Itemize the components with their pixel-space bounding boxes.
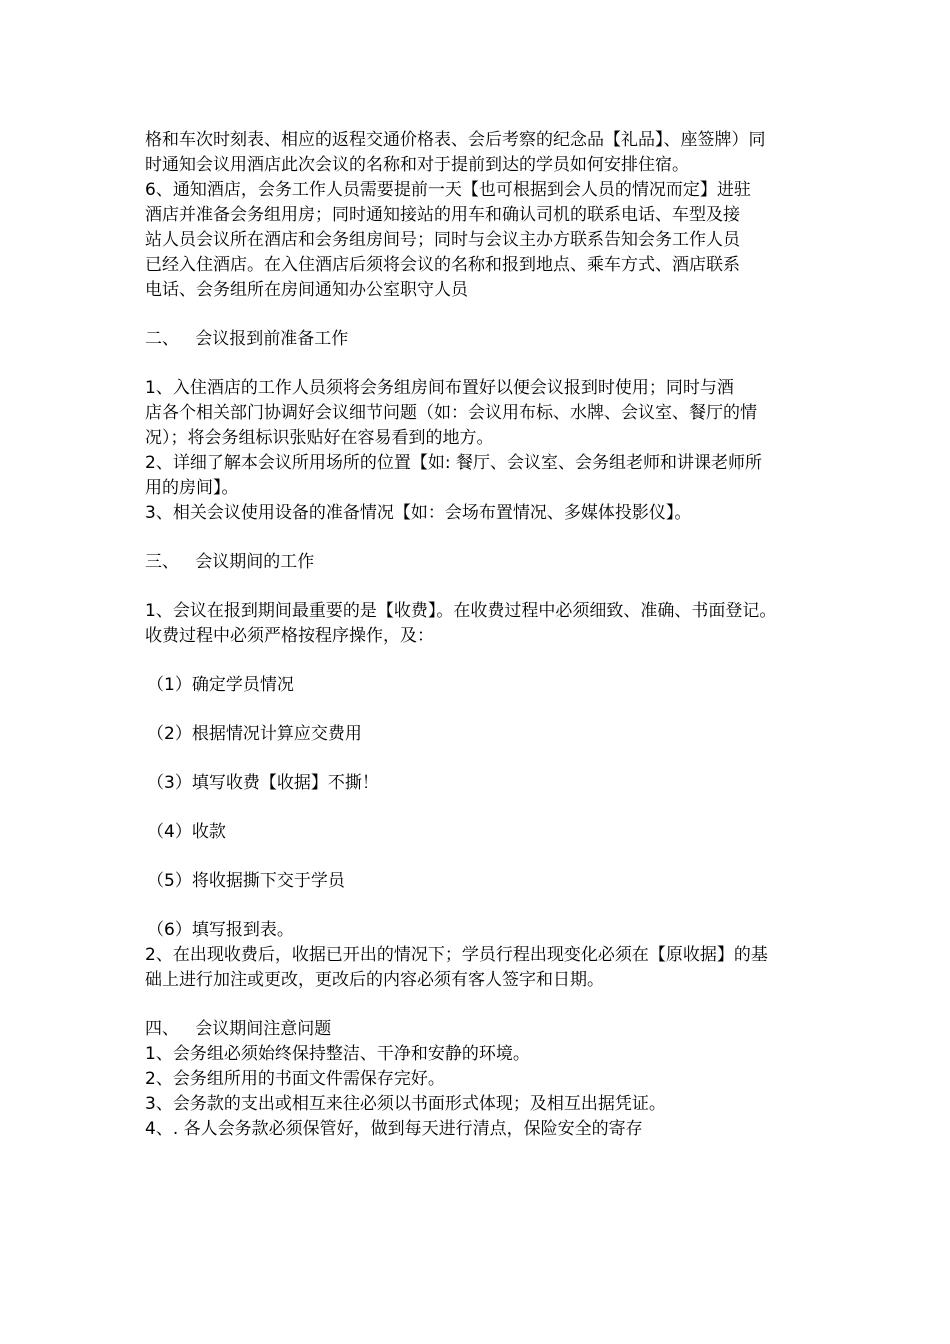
paragraph-line: 格和车次时刻表、相应的返程交通价格表、会后考察的纪念品【礼品】、座签牌）同 — [145, 130, 766, 150]
step-item: （2）根据情况计算应交费用 — [147, 724, 362, 744]
paragraph-line: 时通知会议用酒店此次会议的名称和对于提前到达的学员如何安排住宿。 — [145, 155, 689, 175]
paragraph-line: 已经入住酒店。在入住酒店后须将会议的名称和报到地点、乘车方式、酒店联系 — [145, 255, 740, 275]
paragraph-line: 3、会务款的支出或相互来往必须以书面形式体现；及相互出据凭证。 — [145, 1094, 666, 1114]
paragraph-line: 酒店并准备会务组用房；同时通知接站的用车和确认司机的联系电话、车型及接 — [145, 205, 740, 225]
paragraph-line: 站人员会议所在酒店和会务组房间号；同时与会议主办方联系告知会务工作人员 — [145, 230, 740, 250]
paragraph-line: 店各个相关部门协调好会议细节问题（如：会议用布标、水牌、会议室、餐厅的情 — [145, 403, 757, 423]
paragraph-line: 2、在出现收费后，收据已开出的情况下；学员行程出现变化必须在【原收据】的基 — [145, 945, 768, 965]
paragraph-line: 用的房间】。 — [145, 478, 239, 498]
paragraph-line: 电话、会务组所在房间通知办公室职守人员 — [145, 280, 468, 300]
paragraph-line: 2、详细了解本会议所用场所的位置【如: 餐厅、会议室、会务组老师和讲课老师所 — [145, 453, 762, 473]
paragraph-line: 6、通知酒店，会务工作人员需要提前一天【也可根据到会人员的情况而定】进驻 — [145, 180, 751, 200]
step-item: （6）填写报到表。 — [147, 920, 294, 940]
paragraph-line: 1、会务组必须始终保持整洁、干净和安静的环境。 — [145, 1044, 530, 1064]
step-item: （3）填写收费【收据】不撕！ — [147, 773, 379, 793]
step-item: （4）收款 — [147, 822, 226, 842]
step-item: （5）将收据撕下交于学员 — [147, 871, 345, 891]
step-item: （1）确定学员情况 — [147, 675, 294, 695]
paragraph-line: 2、会务组所用的书面文件需保存完好。 — [145, 1069, 445, 1089]
section-heading: 四、 会议期间注意问题 — [145, 1019, 332, 1039]
paragraph-line: 况）；将会务组标识张贴好在容易看到的地方。 — [145, 428, 494, 448]
section-heading: 二、 会议报到前准备工作 — [145, 329, 349, 349]
section-heading: 三、 会议期间的工作 — [145, 552, 315, 572]
paragraph-line: 收费过程中必须严格按程序操作，及： — [145, 626, 434, 646]
paragraph-line: 1、入住酒店的工作人员须将会务组房间布置好以便会议报到时使用；同时与酒 — [145, 378, 734, 398]
paragraph-line: 1、会议在报到期间最重要的是【收费】。在收费过程中必须细致、准确、书面登记。 — [145, 601, 777, 621]
document-body — [145, 128, 825, 1142]
paragraph-line: 础上进行加注或更改，更改后的内容必须有客人签字和日期。 — [145, 970, 604, 990]
paragraph-line: 3、相关会议使用设备的准备情况【如：会场布置情况、多媒体投影仪】。 — [145, 503, 692, 523]
paragraph-line: 4、. 各人会务款必须保管好，做到每天进行清点，保险安全的寄存 — [145, 1119, 643, 1139]
